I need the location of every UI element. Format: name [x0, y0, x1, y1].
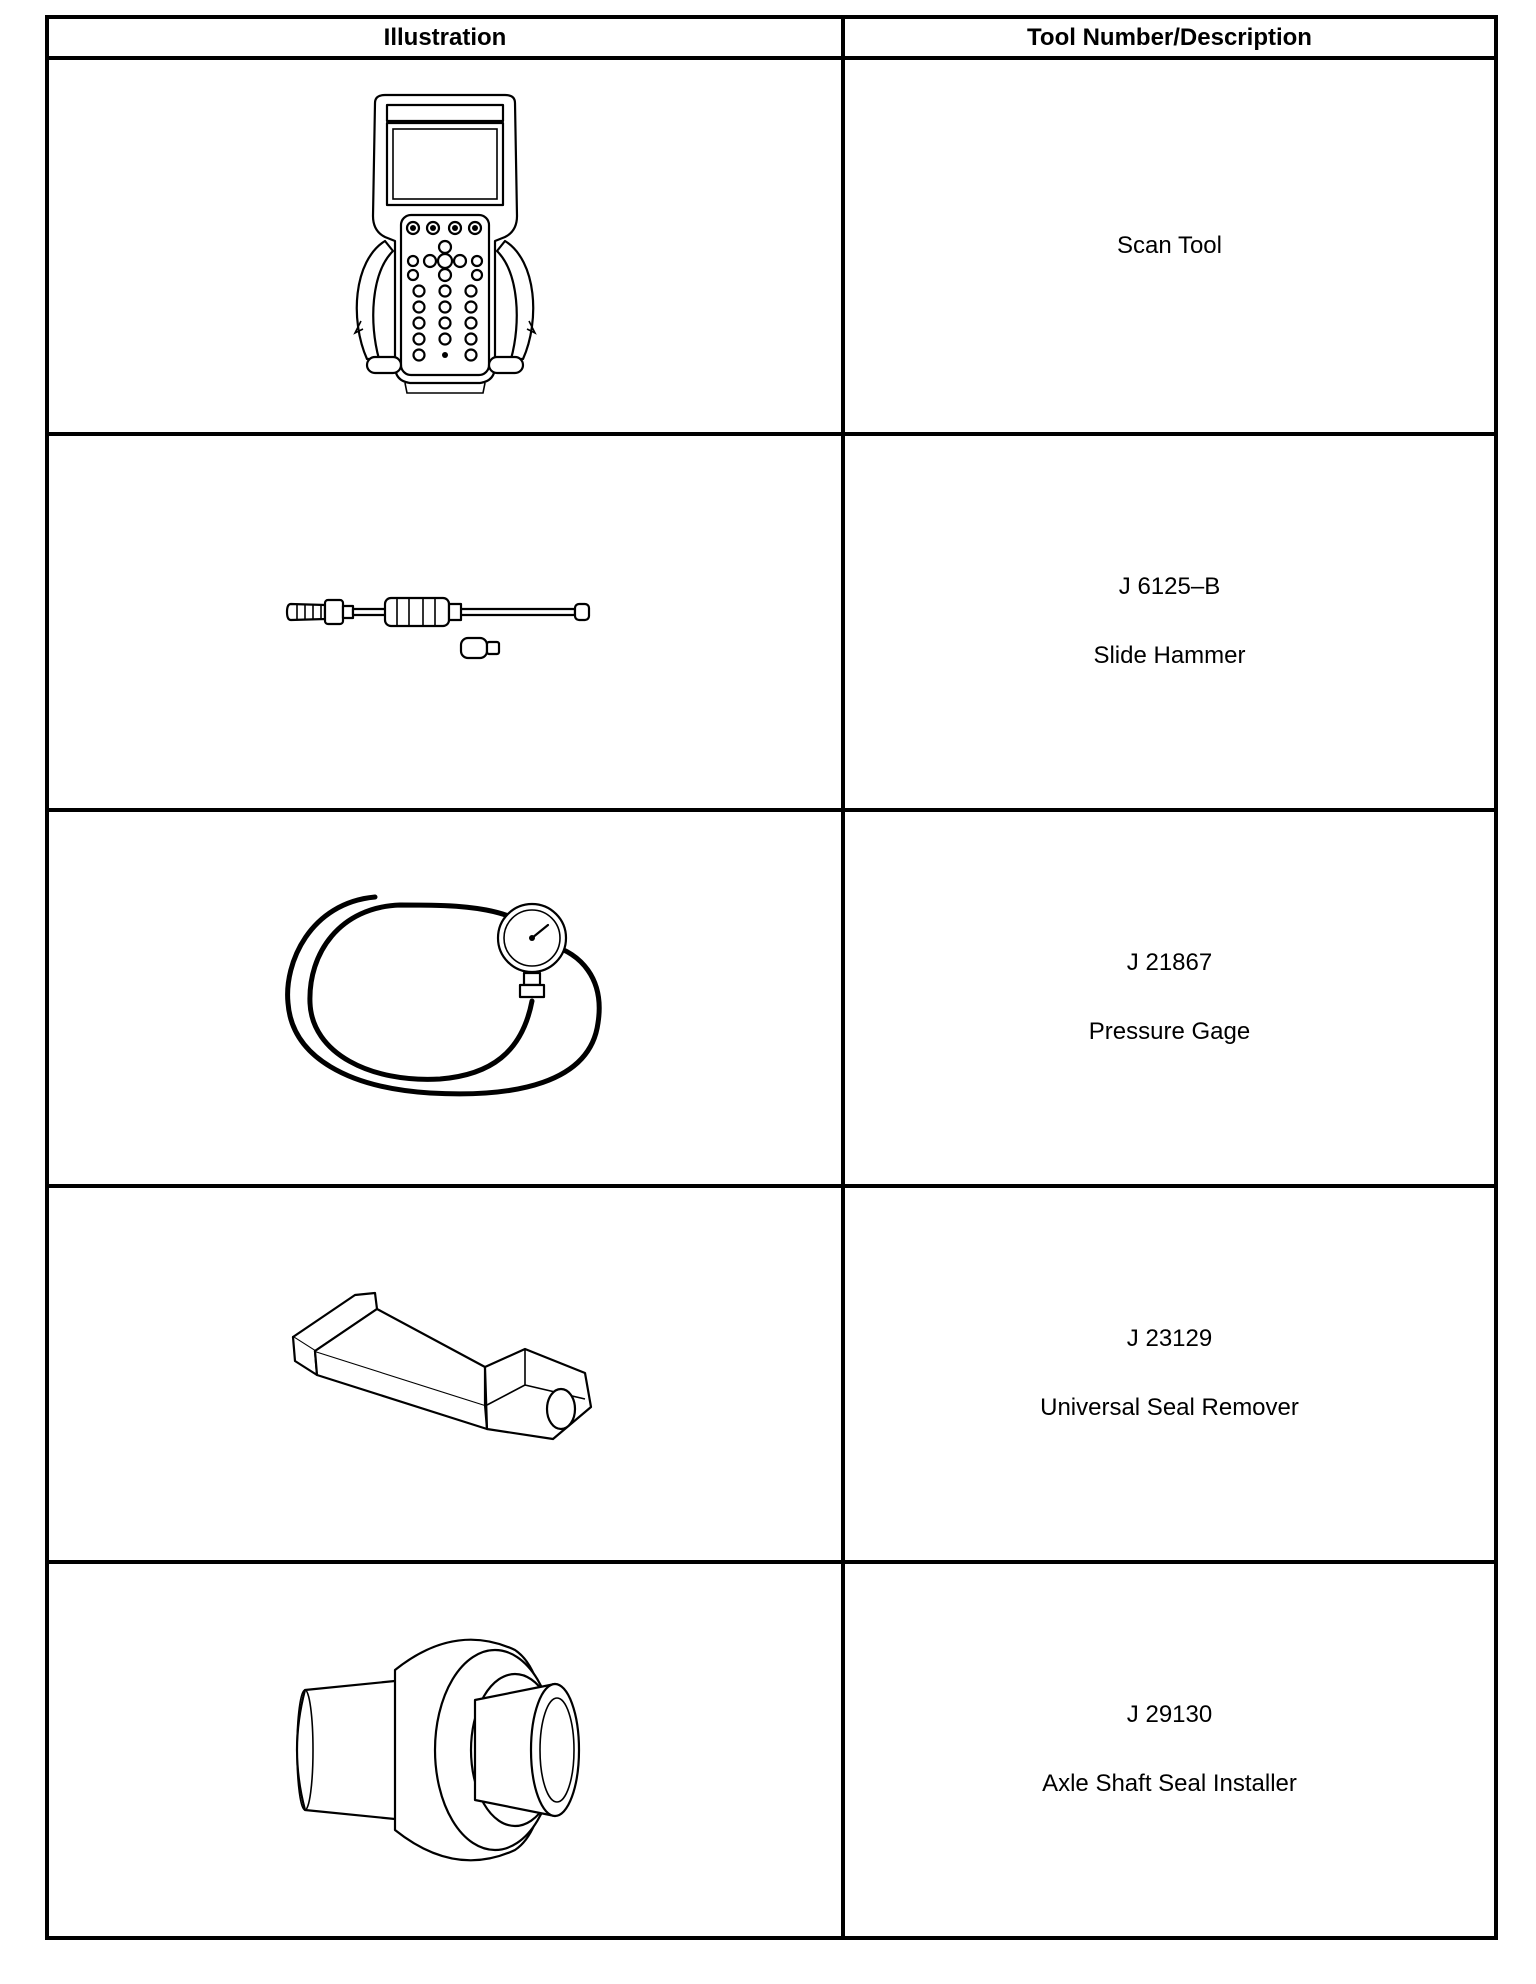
header-illustration: Illustration	[47, 17, 843, 58]
tool-number: J 29130	[1126, 1701, 1213, 1729]
illustration-cell	[47, 810, 843, 1186]
seal-remover-icon	[285, 1289, 605, 1459]
pressure-gage-icon	[280, 883, 610, 1113]
description-cell	[843, 1186, 1496, 1562]
table-header-row	[47, 17, 1496, 58]
description-cell	[843, 1562, 1496, 1938]
scan-tool-icon	[345, 91, 545, 401]
illustration-cell	[47, 1562, 843, 1938]
table-row	[47, 810, 1496, 1186]
slide-hammer-icon	[285, 582, 605, 662]
tool-number: J 23129	[1126, 1325, 1213, 1353]
illustration-cell	[47, 434, 843, 810]
seal-installer-icon	[285, 1630, 605, 1870]
description-cell	[843, 434, 1496, 810]
header-description: Tool Number/Description	[843, 17, 1496, 58]
table-row	[47, 1562, 1496, 1938]
tool-name: Scan Tool	[1117, 231, 1222, 259]
tool-table	[45, 15, 1498, 1940]
tool-name: Axle Shaft Seal Installer	[1042, 1770, 1297, 1797]
table-row	[47, 58, 1496, 434]
tool-name: Universal Seal Remover	[1040, 1394, 1299, 1421]
tool-name: Pressure Gage	[1088, 1018, 1251, 1045]
description-cell	[843, 58, 1496, 434]
tool-number: J 21867	[1126, 949, 1213, 977]
illustration-cell	[47, 58, 843, 434]
illustration-cell	[47, 1186, 843, 1562]
table-row	[47, 434, 1496, 810]
table-row	[47, 1186, 1496, 1562]
tool-number: J 6125–B	[1118, 573, 1221, 601]
description-cell	[843, 810, 1496, 1186]
tool-name: Slide Hammer	[1093, 642, 1246, 669]
